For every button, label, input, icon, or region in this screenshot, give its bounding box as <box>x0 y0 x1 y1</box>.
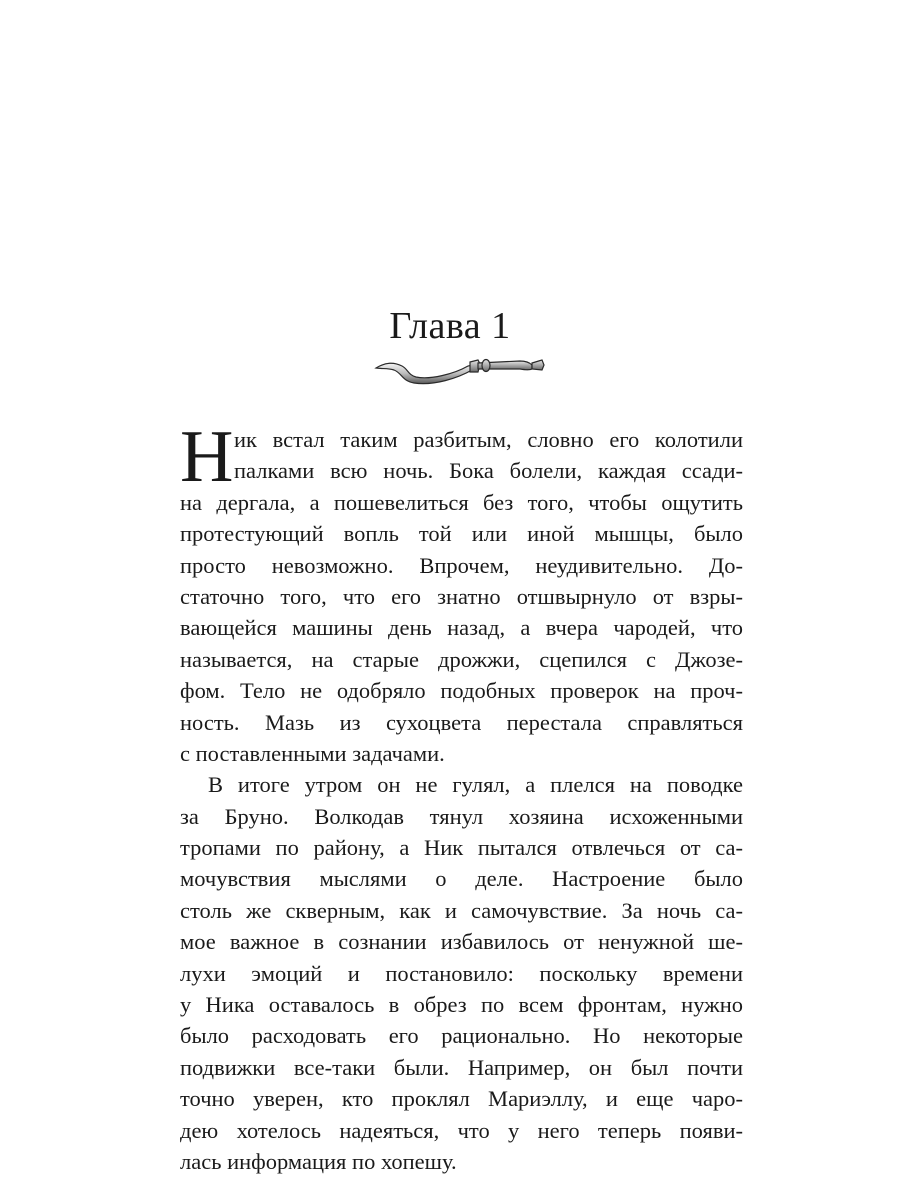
text-line: лась информация по хопешу. <box>180 1148 457 1174</box>
text-line: статочно того, что его знатно отшвырнуло от взры- <box>180 583 743 609</box>
text-line: у Ника оставалось в обрез по всем фронтам, нужно <box>180 992 743 1018</box>
text-line: вающейся машины день назад, а вчера чародей, что <box>180 615 743 641</box>
text-line: за Бруно. Волкодав тянул хозяина исхоженными <box>180 803 743 829</box>
text-line: палками всю ночь. Бока болели, каждая ссади- <box>234 458 743 484</box>
text-line: подвижки все-таки были. Например, он был почти <box>180 1054 743 1080</box>
text-line: с поставленными задачами. <box>180 740 445 766</box>
paragraph-2 <box>180 769 743 1177</box>
text-line: ик встал таким разбитым, словно его колотили <box>234 427 743 452</box>
text-line: лухи эмоций и постановило: поскольку времени <box>180 960 743 986</box>
drop-cap: Н <box>180 416 234 498</box>
text-line: столь же скверным, как и самочувствие. За ночь са- <box>180 897 743 923</box>
text-line: дею хотелось надеяться, что у него теперь появи- <box>180 1117 743 1143</box>
text-line: просто невозможно. Впрочем, неудивительно. До- <box>180 552 743 578</box>
khopesh-sword-icon <box>372 348 552 388</box>
text-line: тропами по району, а Ник пытался отвлечься от са- <box>180 835 743 861</box>
text-line: В итоге утром он не гулял, а плелся на поводке <box>208 772 743 798</box>
text-line: на дергала, а пошевелиться без того, чтобы ощутить <box>180 489 743 515</box>
text-line: мое важное в сознании избавилось от ненужной ше- <box>180 929 743 955</box>
text-line: точно уверен, кто проклял Мариэллу, и еще чаро- <box>180 1086 743 1112</box>
text-line: ность. Мазь из сухоцвета перестала справляться <box>180 709 743 735</box>
paragraph-1 <box>180 416 743 769</box>
text-line: мочувствия мыслями о деле. Настроение было <box>180 866 743 892</box>
chapter-title: Глава 1 <box>389 305 511 347</box>
text-line: фом. Тело не одобряло подобных проверок на проч- <box>180 678 743 704</box>
text-line: называется, на старые дрожжи, сцепился с Джозе- <box>180 646 743 672</box>
chapter-body <box>180 416 743 1177</box>
text-line: протестующий вопль той или иной мышцы, было <box>180 521 743 547</box>
text-line: было расходовать его рационально. Но некоторые <box>180 1023 743 1049</box>
